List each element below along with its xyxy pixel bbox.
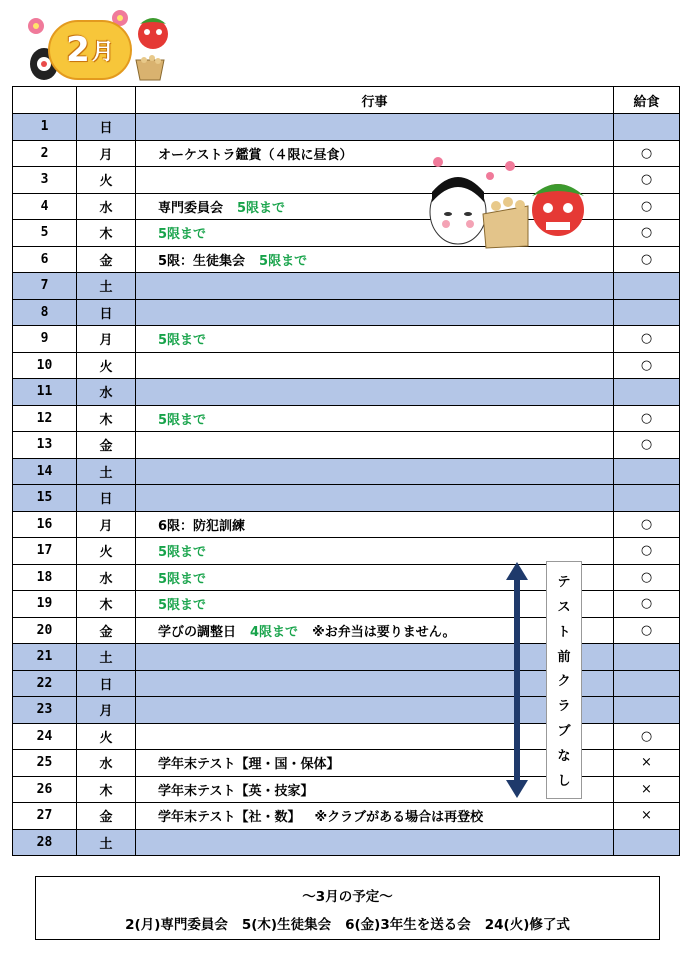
- event-note: ※お弁当は要りません。: [312, 624, 456, 640]
- test-period-char: な: [557, 749, 571, 765]
- event-cell: [136, 564, 614, 591]
- weekday-cell: 日: [77, 670, 136, 697]
- event-cell: [136, 326, 614, 353]
- date-cell: 21: [13, 644, 77, 671]
- date-cell: 14: [13, 458, 77, 485]
- lunch-cell: [614, 273, 680, 300]
- double-arrow-icon: [506, 562, 528, 798]
- weekday-cell: 火: [77, 538, 136, 565]
- table-row: [13, 405, 680, 432]
- event-cell: [136, 273, 614, 300]
- lunch-cell: ○: [614, 246, 680, 273]
- header-dow: [77, 87, 136, 114]
- event-cell: [136, 591, 614, 618]
- weekday-cell: 日: [77, 114, 136, 141]
- table-row: [13, 379, 680, 406]
- test-period-char: テ: [557, 574, 571, 590]
- event-cell: [136, 803, 614, 830]
- march-item: 6(金)3年生を送る会: [345, 917, 471, 933]
- date-cell: 13: [13, 432, 77, 459]
- weekday-cell: 月: [77, 511, 136, 538]
- weekday-cell: 火: [77, 167, 136, 194]
- date-cell: 19: [13, 591, 77, 618]
- weekday-cell: 水: [77, 750, 136, 777]
- date-cell: 12: [13, 405, 77, 432]
- header-event: 行事: [136, 87, 614, 114]
- march-items: [36, 913, 659, 933]
- lunch-cell: ○: [614, 617, 680, 644]
- event-cell: [136, 617, 614, 644]
- lunch-cell: ○: [614, 405, 680, 432]
- lunch-cell: ○: [614, 538, 680, 565]
- lunch-cell: ○: [614, 723, 680, 750]
- event-cell: [136, 829, 614, 856]
- month-suffix: 月: [91, 39, 114, 65]
- date-cell: 9: [13, 326, 77, 353]
- event-text: 5限：生徒集会: [158, 253, 246, 269]
- date-cell: 5: [13, 220, 77, 247]
- event-cell: [136, 644, 614, 671]
- period-limit-text: 5限まで: [259, 253, 308, 269]
- event-text: 学びの調整日: [158, 624, 237, 640]
- lunch-cell: ○: [614, 220, 680, 247]
- lunch-cell: ○: [614, 564, 680, 591]
- table-row: [13, 114, 680, 141]
- lunch-cell: [614, 114, 680, 141]
- table-row: [13, 352, 680, 379]
- date-cell: 16: [13, 511, 77, 538]
- test-period-char: ク: [557, 674, 571, 690]
- plum-flower-icon: [28, 18, 44, 34]
- month-number: 2: [66, 30, 90, 70]
- table-row: [13, 485, 680, 512]
- test-period-char: ブ: [557, 724, 571, 740]
- period-limit-text: 4限まで: [250, 624, 299, 640]
- date-cell: 28: [13, 829, 77, 856]
- event-cell: [136, 776, 614, 803]
- event-text: 学年末テスト【社・数】: [158, 810, 301, 826]
- red-oni-icon: [134, 14, 172, 50]
- period-limit-text: 5限まで: [158, 227, 207, 243]
- date-cell: 20: [13, 617, 77, 644]
- lunch-cell: [614, 829, 680, 856]
- event-cell: [136, 299, 614, 326]
- march-title: ～3月の予定～: [302, 889, 393, 905]
- weekday-cell: 月: [77, 697, 136, 724]
- march-item: 5(木)生徒集会: [241, 917, 332, 933]
- march-schedule-box: [35, 876, 660, 940]
- date-cell: 2: [13, 140, 77, 167]
- date-cell: 22: [13, 670, 77, 697]
- table-header-row: [13, 87, 680, 114]
- weekday-cell: 金: [77, 432, 136, 459]
- date-cell: 4: [13, 193, 77, 220]
- weekday-cell: 月: [77, 326, 136, 353]
- lunch-cell: [614, 697, 680, 724]
- weekday-cell: 火: [77, 723, 136, 750]
- lunch-cell: [614, 379, 680, 406]
- event-cell: [136, 723, 614, 750]
- header-num: [13, 87, 77, 114]
- date-cell: 18: [13, 564, 77, 591]
- date-cell: 11: [13, 379, 77, 406]
- table-row: [13, 458, 680, 485]
- lunch-cell: [614, 458, 680, 485]
- date-cell: 17: [13, 538, 77, 565]
- date-cell: 23: [13, 697, 77, 724]
- event-cell: [136, 670, 614, 697]
- period-limit-text: 5限まで: [158, 412, 207, 428]
- weekday-cell: 水: [77, 564, 136, 591]
- test-period-no-club-label: [546, 561, 582, 799]
- lunch-cell: [614, 299, 680, 326]
- weekday-cell: 木: [77, 220, 136, 247]
- lunch-cell: ○: [614, 193, 680, 220]
- lunch-cell: ×: [614, 750, 680, 777]
- date-cell: 6: [13, 246, 77, 273]
- header-lunch: 給食: [614, 87, 680, 114]
- lunch-cell: ○: [614, 511, 680, 538]
- date-cell: 3: [13, 167, 77, 194]
- event-text: 6限：防犯訓練: [158, 518, 246, 534]
- date-cell: 26: [13, 776, 77, 803]
- weekday-cell: 火: [77, 352, 136, 379]
- weekday-cell: 金: [77, 246, 136, 273]
- lunch-cell: ○: [614, 432, 680, 459]
- date-cell: 1: [13, 114, 77, 141]
- test-period-char: ス: [557, 599, 571, 615]
- event-cell: [136, 538, 614, 565]
- table-row: [13, 299, 680, 326]
- period-limit-text: 5限まで: [158, 571, 207, 587]
- weekday-cell: 土: [77, 829, 136, 856]
- weekday-cell: 木: [77, 776, 136, 803]
- period-limit-text: 5限まで: [158, 545, 207, 561]
- date-cell: 25: [13, 750, 77, 777]
- test-period-char: し: [557, 773, 571, 789]
- weekday-cell: 金: [77, 617, 136, 644]
- date-cell: 10: [13, 352, 77, 379]
- lunch-cell: ○: [614, 140, 680, 167]
- march-item: 24(火)修了式: [484, 917, 570, 933]
- test-period-char: 前: [557, 649, 571, 665]
- lunch-cell: [614, 485, 680, 512]
- weekday-cell: 土: [77, 644, 136, 671]
- lunch-cell: ×: [614, 776, 680, 803]
- date-cell: 24: [13, 723, 77, 750]
- table-row: [13, 829, 680, 856]
- table-row: [13, 326, 680, 353]
- lunch-cell: ○: [614, 591, 680, 618]
- period-limit-text: 5限まで: [158, 598, 207, 614]
- event-cell: [136, 405, 614, 432]
- lunch-cell: ○: [614, 352, 680, 379]
- date-cell: 15: [13, 485, 77, 512]
- lunch-cell: ○: [614, 167, 680, 194]
- event-cell: [136, 697, 614, 724]
- event-cell: [136, 114, 614, 141]
- event-cell: [136, 485, 614, 512]
- lunch-cell: ×: [614, 803, 680, 830]
- month-title: [48, 20, 132, 80]
- weekday-cell: 土: [77, 273, 136, 300]
- weekday-cell: 月: [77, 140, 136, 167]
- event-cell: [136, 379, 614, 406]
- period-limit-text: 5限まで: [158, 333, 207, 349]
- table-row: [13, 803, 680, 830]
- weekday-cell: 土: [77, 458, 136, 485]
- test-period-char: ラ: [557, 699, 571, 715]
- weekday-cell: 木: [77, 591, 136, 618]
- event-note: ※クラブがある場合は再登校: [314, 810, 484, 826]
- event-text: オーケストラ鑑賞（４限に昼食）: [158, 147, 353, 163]
- weekday-cell: 水: [77, 193, 136, 220]
- date-cell: 7: [13, 273, 77, 300]
- event-cell: [136, 511, 614, 538]
- date-cell: 8: [13, 299, 77, 326]
- event-text: 学年末テスト【理・国・保体】: [158, 757, 340, 773]
- event-cell: [136, 458, 614, 485]
- lunch-cell: [614, 670, 680, 697]
- setsubun-illustration: [428, 152, 588, 250]
- bean-box-icon: [132, 52, 168, 82]
- event-text: 学年末テスト【英・技家】: [158, 783, 314, 799]
- weekday-cell: 水: [77, 379, 136, 406]
- period-limit-text: 5限まで: [237, 200, 286, 216]
- event-cell: [136, 352, 614, 379]
- weekday-cell: 金: [77, 803, 136, 830]
- event-cell: [136, 432, 614, 459]
- lunch-cell: ○: [614, 326, 680, 353]
- test-period-char: ト: [557, 624, 571, 640]
- weekday-cell: 日: [77, 485, 136, 512]
- table-row: [13, 511, 680, 538]
- event-text: 専門委員会: [158, 200, 224, 216]
- table-row: [13, 432, 680, 459]
- table-row: [13, 273, 680, 300]
- march-item: 2(月)専門委員会: [125, 917, 228, 933]
- event-cell: [136, 750, 614, 777]
- lunch-cell: [614, 644, 680, 671]
- date-cell: 27: [13, 803, 77, 830]
- weekday-cell: 日: [77, 299, 136, 326]
- weekday-cell: 木: [77, 405, 136, 432]
